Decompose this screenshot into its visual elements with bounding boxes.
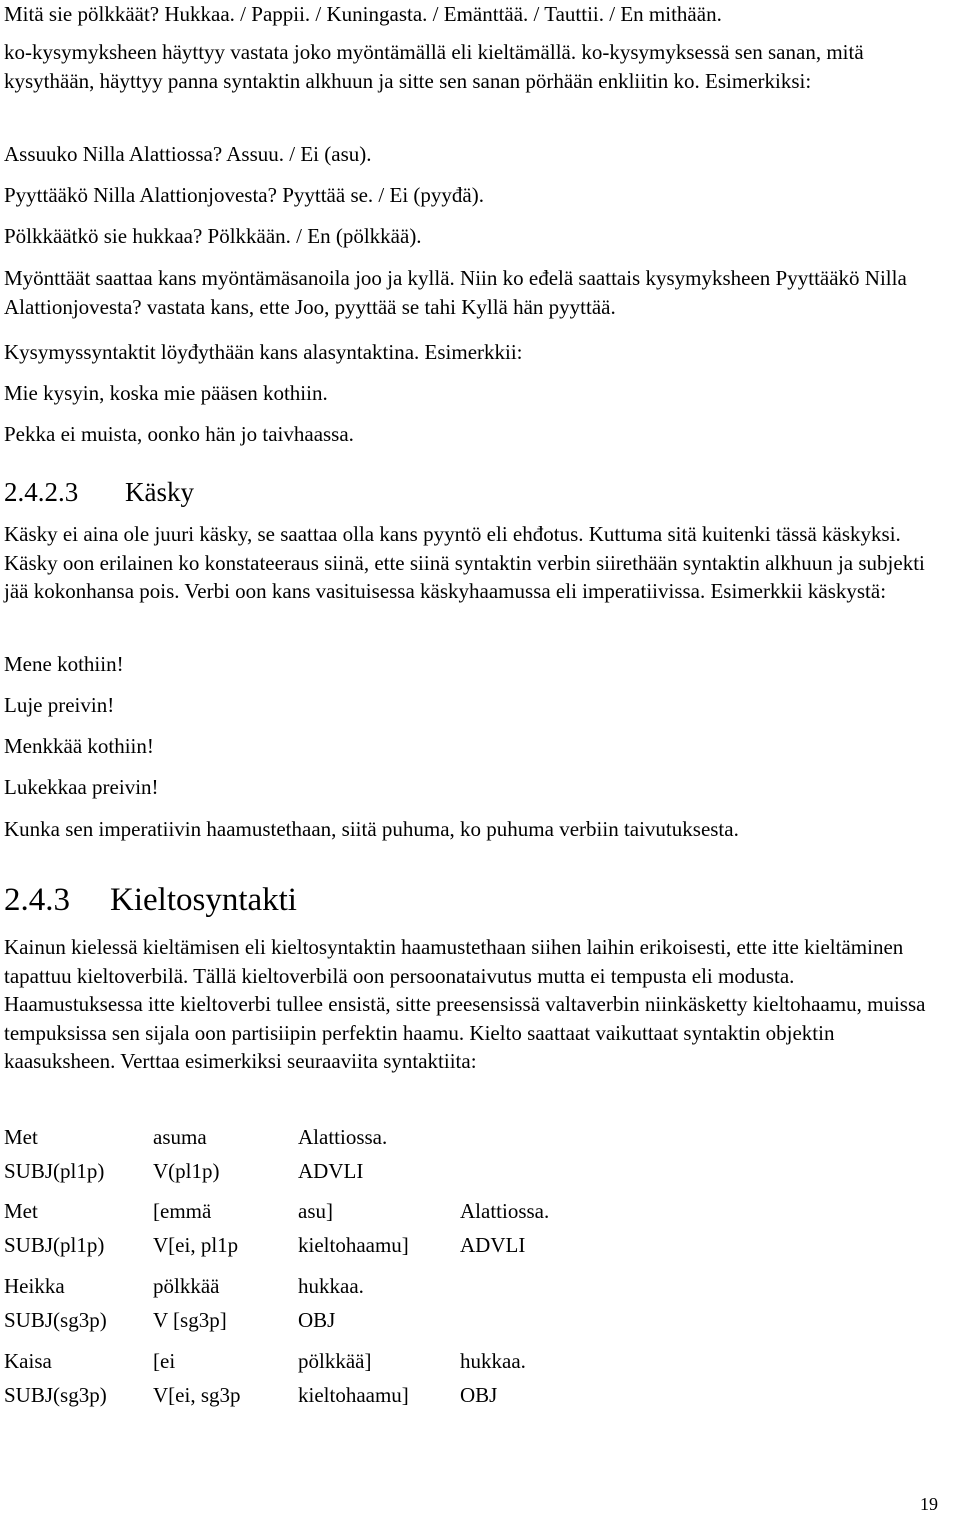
paragraph-myonttaat: Myönttäät saattaa kans myöntämäsanoila joo ja kyllä. Niin ko eđelä saattais kysymyksheen Pyyttääkö Nilla Alattionjovesta? vastata kans, ette Joo, pyyttää se tahi Kyllä hän pyyttää. <box>4 266 907 319</box>
example-kysymys-1: Mie kysyin, koska mie pääsen kothiin. <box>4 381 328 405</box>
gloss-tag: OBJ <box>460 1383 498 1407</box>
gloss-words-row <box>4 1127 904 1161</box>
gloss-words-row <box>4 1201 904 1235</box>
gloss-example-1 <box>4 1127 904 1195</box>
section-title: Käsky <box>125 477 194 507</box>
example-kasky-3: Menkkää kothiin! <box>4 734 154 758</box>
paragraph-kunka: Kunka sen imperatiivin haamustethaan, siitä puhuma, ko puhuma verbiin taivutuksesta. <box>4 817 739 841</box>
page-number: 19 <box>920 1494 938 1514</box>
gloss-word: hukkaa. <box>298 1274 364 1298</box>
gloss-word: pölkkää <box>153 1274 220 1298</box>
example-kasky-2: Luje preivin! <box>4 693 115 717</box>
paragraph-kasky: Käsky ei aina ole juuri käsky, se saattaa olla kans pyyntö eli ehđotus. Kuttuma sitä kuitenki tässä käskyksi. Käsky oon erilainen ko konstateeraus siinä, ette siinä syntaktin verbin siirethään syntaktin alkhuun ja subjekti jää kokonhansa pois. Verbi oon kans vasituisessa käskyhaamussa eli imperatiivissa. Esimerkkii käskystä: <box>4 522 925 603</box>
paragraph-kieltosyntakti: Kainun kielessä kieltämisen eli kieltosyntaktin haamustethaan siihen laihin erikoisesti, ette itte kieltäminen tapattuu kieltoverbilä. Tällä kieltoverbilä oon persoonataivutus mutta ei tempusta eli modusta. Haamustuksessa itte kieltoverbi tullee ensistä, sitte preesensissä valtaverbin niinkäsketty kieltohaamu, muissa tempuksissa sen sijala oon partisiipin perfektin haamu. Kielto saattaat vaikuttaat syntaktin objektin kaasuksheen. Verttaa esimerkiksi seuraaviita syntaktiita: <box>4 935 926 1073</box>
gloss-example-2 <box>4 1201 904 1269</box>
example-ko-3: Pölkkäätkö sie hukkaa? Pölkkään. / En (pölkkää). <box>4 224 422 248</box>
gloss-words-row <box>4 1351 904 1385</box>
example-ko-2: Pyyttääkö Nilla Alattionjovesta? Pyyttää se. / Ei (pyyđä). <box>4 183 484 207</box>
gloss-word: [ei <box>153 1349 176 1373</box>
gloss-word: [emmä <box>153 1199 212 1223</box>
gloss-tag: ADVLI <box>460 1233 526 1257</box>
gloss-word: asuma <box>153 1125 207 1149</box>
section-heading-kasky <box>4 477 194 508</box>
example-kysymys-2: Pekka ei muista, oonko hän jo taivhaassa. <box>4 422 354 446</box>
section-number: 2.4.3 <box>4 882 70 918</box>
gloss-tag: SUBJ(sg3p) <box>4 1308 107 1332</box>
gloss-example-3 <box>4 1276 904 1344</box>
gloss-tag: OBJ <box>298 1308 336 1332</box>
gloss-word: hukkaa. <box>460 1349 526 1373</box>
gloss-word: Alattiossa. <box>460 1199 550 1223</box>
paragraph-kysymyssyntaktit: Kysymyssyntaktit löyđythään kans alasyntaktina. Esimerkkii: <box>4 340 523 364</box>
answer-examples-line: Mitä sie pölkkäät? Hukkaa. / Pappii. / Kuningasta. / Emänttää. / Tauttii. / En mithään. <box>4 2 722 26</box>
gloss-words-row <box>4 1276 904 1310</box>
gloss-tags-row <box>4 1161 904 1195</box>
section-heading-kieltosyntakti <box>4 882 297 919</box>
gloss-word: Heikka <box>4 1274 65 1298</box>
gloss-tag: SUBJ(pl1p) <box>4 1233 105 1257</box>
section-title: Kieltosyntakti <box>110 882 297 918</box>
paragraph-ko-questions: ko-kysymyksheen häyttyy vastata joko myöntämällä eli kieltämällä. ko-kysymyksessä sen sanan, mitä kysythään, häyttyy panna syntaktin alkhuun ja sitte sen sanan pörhään enkliitin ko. Esimerkiksi: <box>4 40 864 93</box>
gloss-word: Met <box>4 1199 38 1223</box>
gloss-tags-row <box>4 1235 904 1269</box>
section-number: 2.4.2.3 <box>4 477 79 507</box>
gloss-word: asu] <box>298 1199 333 1223</box>
gloss-tag: kieltohaamu] <box>298 1233 409 1257</box>
gloss-tag: V[ei, pl1p <box>153 1233 239 1257</box>
gloss-tag: V[ei, sg3p <box>153 1383 241 1407</box>
gloss-tag: V [sg3p] <box>153 1308 227 1332</box>
gloss-tag: SUBJ(sg3p) <box>4 1383 107 1407</box>
example-kasky-4: Lukekkaa preivin! <box>4 775 159 799</box>
gloss-tag: ADVLI <box>298 1159 364 1183</box>
gloss-word: Kaisa <box>4 1349 52 1373</box>
gloss-example-4 <box>4 1351 904 1419</box>
gloss-word: Met <box>4 1125 38 1149</box>
gloss-tag: SUBJ(pl1p) <box>4 1159 105 1183</box>
example-ko-1: Assuuko Nilla Alattiossa? Assuu. / Ei (asu). <box>4 142 372 166</box>
gloss-tag: V(pl1p) <box>153 1159 220 1183</box>
gloss-tags-row <box>4 1385 904 1419</box>
gloss-word: pölkkää] <box>298 1349 372 1373</box>
example-kasky-1: Mene kothiin! <box>4 652 124 676</box>
gloss-tag: kieltohaamu] <box>298 1383 409 1407</box>
gloss-word: Alattiossa. <box>298 1125 388 1149</box>
gloss-tags-row <box>4 1310 904 1344</box>
